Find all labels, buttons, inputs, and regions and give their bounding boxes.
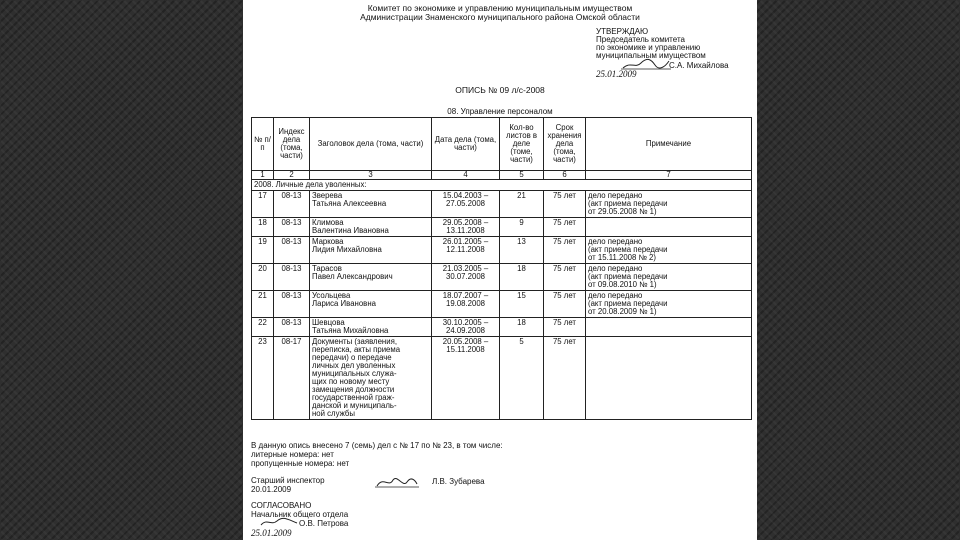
section-title: 08. Управление персоналом	[447, 107, 553, 116]
row-title: Документы (заявления, переписка, акты приема передачи) о передаче личных дел уволенных муниципальных служа- щих по новому месту замещения должности государственной граж- данской и муниципаль- ной службы	[310, 337, 432, 420]
approval-line-1: Председатель комитета	[596, 35, 685, 44]
document-sheet	[243, 0, 757, 540]
col-header-index: Индекс дела (тома, части)	[274, 118, 310, 171]
approval-date: 25.01.2009	[596, 69, 637, 79]
head-signature	[259, 516, 299, 528]
row-index: 08-13	[274, 291, 310, 318]
row-number: 22	[252, 318, 274, 337]
row-sheets: 9	[500, 218, 544, 237]
row-index: 08-13	[274, 264, 310, 291]
approval-title: УТВЕРЖДАЮ	[596, 27, 649, 36]
row-index: 08-13	[274, 218, 310, 237]
row-note: дело передано (акт приема передачи от 20.08.2009 № 1)	[586, 291, 752, 318]
group-header: 2008. Личные дела уволенных:	[252, 180, 752, 191]
inspector-name: Л.В. Зубарева	[432, 477, 485, 486]
org-name-line-2: Администрации Знаменского муниципального района Омской области	[360, 12, 640, 22]
row-date: 15.04.2003 – 27.05.2008	[432, 191, 500, 218]
row-number: 17	[252, 191, 274, 218]
inspector-signature	[375, 474, 419, 490]
row-term: 75 лет	[544, 337, 586, 420]
row-date: 18.07.2007 – 19.08.2008	[432, 291, 500, 318]
agreed-label: СОГЛАСОВАНО	[251, 501, 312, 510]
row-title: Зверева Татьяна Алексеевна	[310, 191, 432, 218]
row-note: дело передано (акт приема передачи от 09.08.2010 № 1)	[586, 264, 752, 291]
row-title: Усольцева Лариса Ивановна	[310, 291, 432, 318]
column-number: 4	[432, 171, 500, 180]
row-index: 08-13	[274, 237, 310, 264]
row-sheets: 5	[500, 337, 544, 420]
row-index: 08-13	[274, 318, 310, 337]
row-title: Тарасов Павел Александрович	[310, 264, 432, 291]
table-row	[252, 337, 752, 420]
row-title: Климова Валентина Ивановна	[310, 218, 432, 237]
col-header-term: Срок хранения дела (тома, части)	[544, 118, 586, 171]
row-sheets: 15	[500, 291, 544, 318]
row-date: 30.10.2005 – 24.09.2008	[432, 318, 500, 337]
table-row	[252, 318, 752, 337]
row-note	[586, 318, 752, 337]
head-date: 25.01.2009	[251, 528, 292, 538]
row-title: Маркова Лидия Михайловна	[310, 237, 432, 264]
row-term: 75 лет	[544, 191, 586, 218]
table-row	[252, 237, 752, 264]
col-header-date: Дата дела (тома, части)	[432, 118, 500, 171]
row-date: 26.01.2005 – 12.11.2008	[432, 237, 500, 264]
approval-name: С.А. Михайлова	[669, 61, 729, 70]
group-header-row	[252, 180, 752, 191]
head-title: Начальник общего отдела	[251, 510, 349, 519]
row-number: 20	[252, 264, 274, 291]
inventory-title: ОПИСЬ № 09 л/с-2008	[455, 85, 545, 95]
column-number: 6	[544, 171, 586, 180]
row-index: 08-13	[274, 191, 310, 218]
column-number-row	[252, 171, 752, 180]
row-sheets: 18	[500, 264, 544, 291]
column-number: 7	[586, 171, 752, 180]
row-term: 75 лет	[544, 237, 586, 264]
col-header-note: Примечание	[586, 118, 752, 171]
table-header-row	[252, 118, 752, 171]
row-date: 21.03.2005 – 30.07.2008	[432, 264, 500, 291]
column-number: 2	[274, 171, 310, 180]
row-note	[586, 337, 752, 420]
row-sheets: 13	[500, 237, 544, 264]
approval-line-3: муниципальным имуществом	[596, 51, 706, 60]
column-number: 1	[252, 171, 274, 180]
row-term: 75 лет	[544, 291, 586, 318]
lettered-numbers: литерные номера: нет	[251, 450, 334, 459]
row-number: 23	[252, 337, 274, 420]
column-number: 3	[310, 171, 432, 180]
row-term: 75 лет	[544, 218, 586, 237]
head-name: О.В. Петрова	[299, 519, 349, 528]
row-title: Шевцова Татьяна Михайловна	[310, 318, 432, 337]
row-index: 08-17	[274, 337, 310, 420]
summary-line: В данную опись внесено 7 (семь) дел с № 17 по № 23, в том числе:	[251, 441, 503, 450]
row-note: дело передано (акт приема передачи от 29.05.2008 № 1)	[586, 191, 752, 218]
row-date: 29.05.2008 – 13.11.2008	[432, 218, 500, 237]
skipped-numbers: пропущенные номера: нет	[251, 459, 350, 468]
row-term: 75 лет	[544, 318, 586, 337]
row-note	[586, 218, 752, 237]
inventory-table	[251, 117, 752, 420]
approval-line-2: по экономике и управлению	[596, 43, 701, 52]
table-row	[252, 191, 752, 218]
table-row	[252, 291, 752, 318]
column-number: 5	[500, 171, 544, 180]
col-header-title: Заголовок дела (тома, части)	[310, 118, 432, 171]
col-header-num: № п/п	[252, 118, 274, 171]
table-row	[252, 264, 752, 291]
row-number: 18	[252, 218, 274, 237]
inspector-title: Старший инспектор	[251, 476, 325, 485]
inspector-date: 20.01.2009	[251, 485, 292, 494]
row-sheets: 18	[500, 318, 544, 337]
row-note: дело передано (акт приема передачи от 15.11.2008 № 2)	[586, 237, 752, 264]
row-date: 20.05.2008 – 15.11.2008	[432, 337, 500, 420]
row-number: 19	[252, 237, 274, 264]
col-header-sheets: Кол-во листов в деле (томе, части)	[500, 118, 544, 171]
table-row	[252, 218, 752, 237]
row-term: 75 лет	[544, 264, 586, 291]
row-sheets: 21	[500, 191, 544, 218]
org-name-line-1: Комитет по экономике и управлению муниципальным имуществом	[367, 3, 633, 13]
row-number: 21	[252, 291, 274, 318]
